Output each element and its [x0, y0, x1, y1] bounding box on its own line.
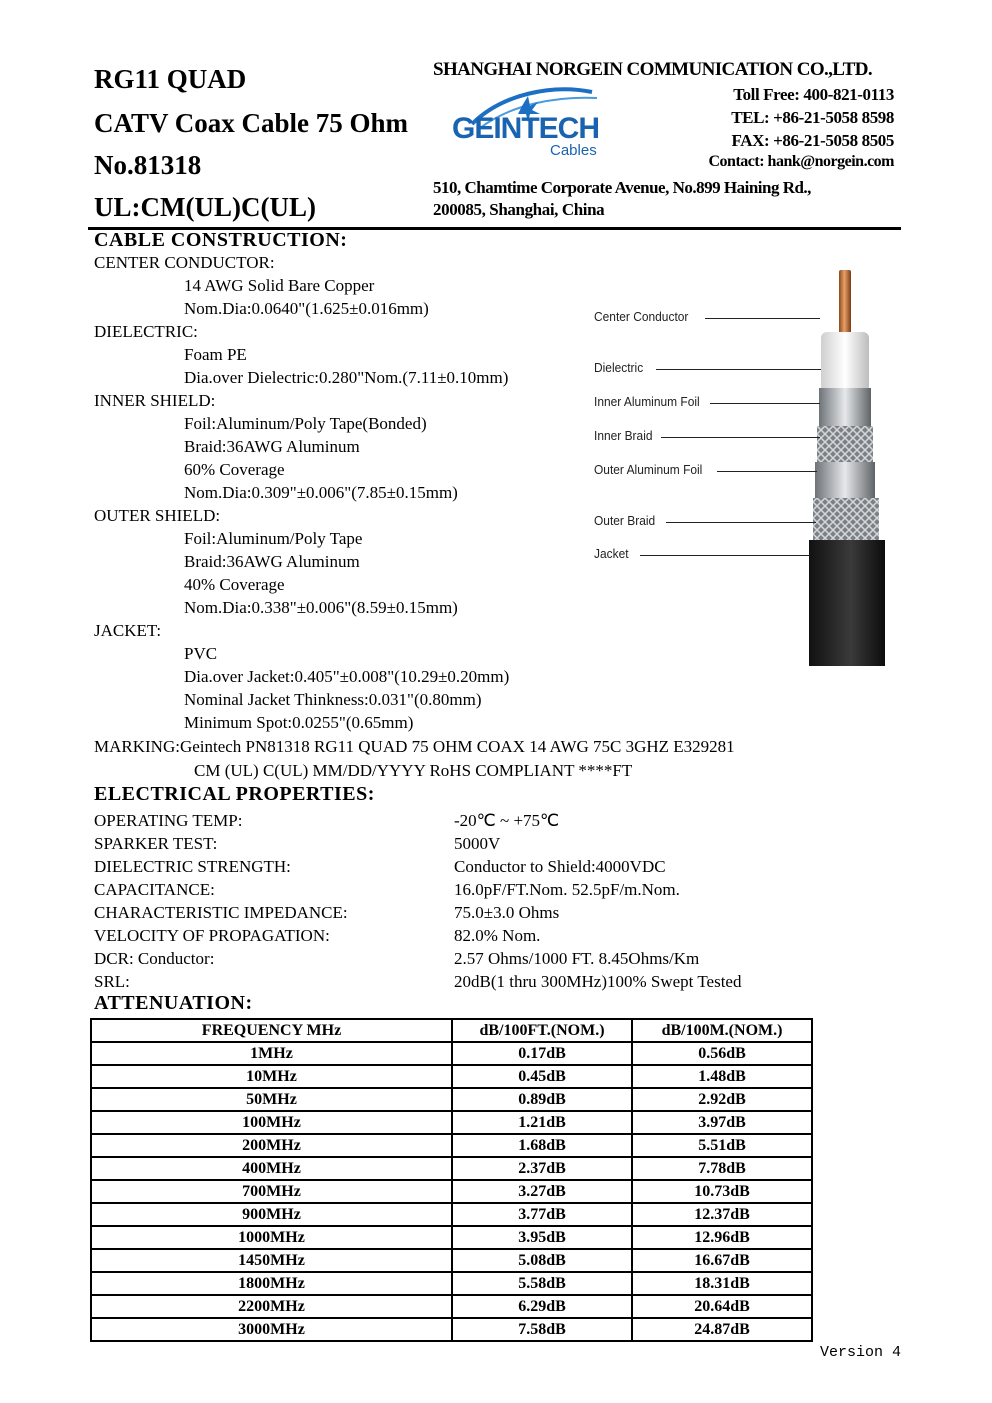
prop-label: DIELECTRIC STRENGTH: [94, 857, 291, 876]
table-cell: 0.89dB [452, 1088, 632, 1111]
prop-label: CHARACTERISTIC IMPEDANCE: [94, 903, 348, 922]
table-cell: 700MHz [91, 1180, 452, 1203]
leader-line [705, 318, 820, 319]
table-cell: 100MHz [91, 1111, 452, 1134]
table-row [91, 1065, 812, 1088]
table-cell: 1.21dB [452, 1111, 632, 1134]
toll-free: Toll Free: 400-821-0113 [733, 85, 894, 104]
table-cell: 2.37dB [452, 1157, 632, 1180]
spec-line: 60% Coverage [184, 460, 285, 479]
cable-diagram-image [805, 270, 889, 666]
callout-outer-braid: Outer Braid [594, 513, 656, 528]
table-cell: 7.78dB [632, 1157, 812, 1180]
table-cell: 24.87dB [632, 1318, 812, 1341]
marking-line-2: CM (UL) C(UL) MM/DD/YYYY RoHS COMPLIANT ****FT [194, 761, 633, 780]
prop-value: Conductor to Shield:4000VDC [454, 857, 666, 876]
table-cell: 20.64dB [632, 1295, 812, 1318]
spec-line: Dia.over Dielectric:0.280"Nom.(7.11±0.10mm) [184, 368, 509, 387]
spec-line: Nominal Jacket Thinkness:0.031"(0.80mm) [184, 690, 482, 709]
spec-line: Nom.Dia:0.338"±0.006"(8.59±0.15mm) [184, 598, 458, 617]
table-header-row [91, 1019, 812, 1042]
version-label: Version 4 [819, 1344, 901, 1361]
leader-line [717, 471, 817, 472]
table-row [91, 1226, 812, 1249]
spec-line: Dia.over Jacket:0.405"±0.008"(10.29±0.20mm) [184, 667, 510, 686]
dielectric-label: DIELECTRIC: [94, 322, 198, 341]
construction-heading: CABLE CONSTRUCTION: [94, 229, 348, 251]
prop-value: 2.57 Ohms/1000 FT. 8.45Ohms/Km [454, 949, 700, 968]
table-cell: 3.27dB [452, 1180, 632, 1203]
prop-value: 20dB(1 thru 300MHz)100% Swept Tested [454, 972, 742, 991]
callout-inner-aluminum-foil: Inner Aluminum Foil [594, 394, 700, 409]
table-cell: 10.73dB [632, 1180, 812, 1203]
table-row [91, 1134, 812, 1157]
callout-center-conductor: Center Conductor [594, 309, 689, 324]
spec-line: Minimum Spot:0.0255"(0.65mm) [184, 713, 414, 732]
table-cell: 1000MHz [91, 1226, 452, 1249]
table-cell: 3.95dB [452, 1226, 632, 1249]
table-row [91, 1088, 812, 1111]
prop-value: 75.0±3.0 Ohms [454, 903, 560, 922]
prop-label: SPARKER TEST: [94, 834, 218, 853]
address-line-2: 200085, Shanghai, China [433, 200, 605, 219]
table-row [91, 1295, 812, 1318]
company-name: SHANGHAI NORGEIN COMMUNICATION CO.,LTD. [433, 59, 872, 80]
table-row [91, 1157, 812, 1180]
spec-line: PVC [184, 644, 218, 663]
leader-line [640, 555, 810, 556]
table-cell: 12.37dB [632, 1203, 812, 1226]
prop-value: 16.0pF/FT.Nom. 52.5pF/m.Nom. [454, 880, 680, 899]
logo-text: GEINTECH [452, 112, 600, 145]
prop-label: SRL: [94, 972, 130, 991]
table-cell: 3000MHz [91, 1318, 452, 1341]
company-logo [452, 84, 622, 168]
address-line-1: 510, Chamtime Corporate Avenue, No.899 Haining Rd., [433, 178, 811, 197]
table-row [91, 1111, 812, 1134]
table-cell: 5.58dB [452, 1272, 632, 1295]
table-cell: 900MHz [91, 1203, 452, 1226]
outer-shield-label: OUTER SHIELD: [94, 506, 221, 525]
table-row [91, 1249, 812, 1272]
callout-inner-braid: Inner Braid [594, 428, 653, 443]
table-row [91, 1272, 812, 1295]
leader-line [661, 437, 820, 438]
table-row [91, 1042, 812, 1065]
table-cell: 10MHz [91, 1065, 452, 1088]
fax: FAX: +86-21-5058 8505 [731, 131, 894, 150]
product-number: No.81318 [94, 150, 202, 180]
table-cell: 400MHz [91, 1157, 452, 1180]
spec-line: Foil:Aluminum/Poly Tape [184, 529, 363, 548]
table-row [91, 1180, 812, 1203]
table-cell: 12.96dB [632, 1226, 812, 1249]
spec-line: Nom.Dia:0.0640"(1.625±0.016mm) [184, 299, 429, 318]
table-cell: 7.58dB [452, 1318, 632, 1341]
table-cell: 1MHz [91, 1042, 452, 1065]
spec-line: Nom.Dia:0.309"±0.006"(7.85±0.15mm) [184, 483, 458, 502]
table-cell: 0.45dB [452, 1065, 632, 1088]
prop-label: VELOCITY OF PROPAGATION: [94, 926, 330, 945]
marking-line-1: MARKING:Geintech PN81318 RG11 QUAD 75 OHM COAX 14 AWG 75C 3GHZ E329281 [94, 737, 735, 756]
column-header: dB/100M.(NOM.) [632, 1019, 812, 1042]
electrical-heading: ELECTRICAL PROPERTIES: [94, 783, 375, 805]
attenuation-table [90, 1018, 813, 1342]
table-cell: 5.08dB [452, 1249, 632, 1272]
logo-subtext: Cables [550, 142, 597, 159]
spec-line: Foam PE [184, 345, 247, 364]
table-cell: 6.29dB [452, 1295, 632, 1318]
prop-value: -20℃ ~ +75℃ [454, 811, 560, 830]
spec-line: 40% Coverage [184, 575, 285, 594]
table-cell: 2.92dB [632, 1088, 812, 1111]
prop-value: 82.0% Nom. [454, 926, 541, 945]
column-header: dB/100FT.(NOM.) [452, 1019, 632, 1042]
callout-dielectric: Dielectric [594, 360, 644, 375]
spec-line: Foil:Aluminum/Poly Tape(Bonded) [184, 414, 427, 433]
table-cell: 5.51dB [632, 1134, 812, 1157]
table-cell: 200MHz [91, 1134, 452, 1157]
spec-line: Braid:36AWG Aluminum [184, 437, 360, 456]
attenuation-heading: ATTENUATION: [94, 992, 253, 1014]
product-subtitle: CATV Coax Cable 75 Ohm [94, 108, 409, 138]
product-rating: UL:CM(UL)C(UL) [94, 192, 316, 222]
table-cell: 3.97dB [632, 1111, 812, 1134]
table-row [91, 1203, 812, 1226]
prop-label: OPERATING TEMP: [94, 811, 243, 830]
center-conductor-label: CENTER CONDUCTOR: [94, 253, 275, 272]
spec-line: Braid:36AWG Aluminum [184, 552, 360, 571]
table-row [91, 1318, 812, 1341]
callout-outer-aluminum-foil: Outer Aluminum Foil [594, 462, 703, 477]
table-cell: 1.68dB [452, 1134, 632, 1157]
table-cell: 0.56dB [632, 1042, 812, 1065]
prop-label: DCR: Conductor: [94, 949, 215, 968]
spec-line: 14 AWG Solid Bare Copper [184, 276, 375, 295]
callout-jacket: Jacket [594, 546, 629, 561]
table-cell: 1450MHz [91, 1249, 452, 1272]
leader-line [656, 369, 821, 370]
inner-shield-label: INNER SHIELD: [94, 391, 216, 410]
table-cell: 1800MHz [91, 1272, 452, 1295]
table-cell: 2200MHz [91, 1295, 452, 1318]
table-cell: 16.67dB [632, 1249, 812, 1272]
table-cell: 50MHz [91, 1088, 452, 1111]
leader-line [666, 522, 816, 523]
column-header: FREQUENCY MHz [91, 1019, 452, 1042]
product-title: RG11 QUAD [94, 64, 247, 94]
table-cell: 0.17dB [452, 1042, 632, 1065]
table-cell: 3.77dB [452, 1203, 632, 1226]
prop-label: CAPACITANCE: [94, 880, 215, 899]
telephone: TEL: +86-21-5058 8598 [731, 108, 894, 127]
jacket-label: JACKET: [94, 621, 162, 640]
leader-line [710, 403, 820, 404]
table-cell: 1.48dB [632, 1065, 812, 1088]
prop-value: 5000V [454, 834, 501, 853]
table-cell: 18.31dB [632, 1272, 812, 1295]
contact-email: Contact: hank@norgein.com [708, 153, 894, 170]
